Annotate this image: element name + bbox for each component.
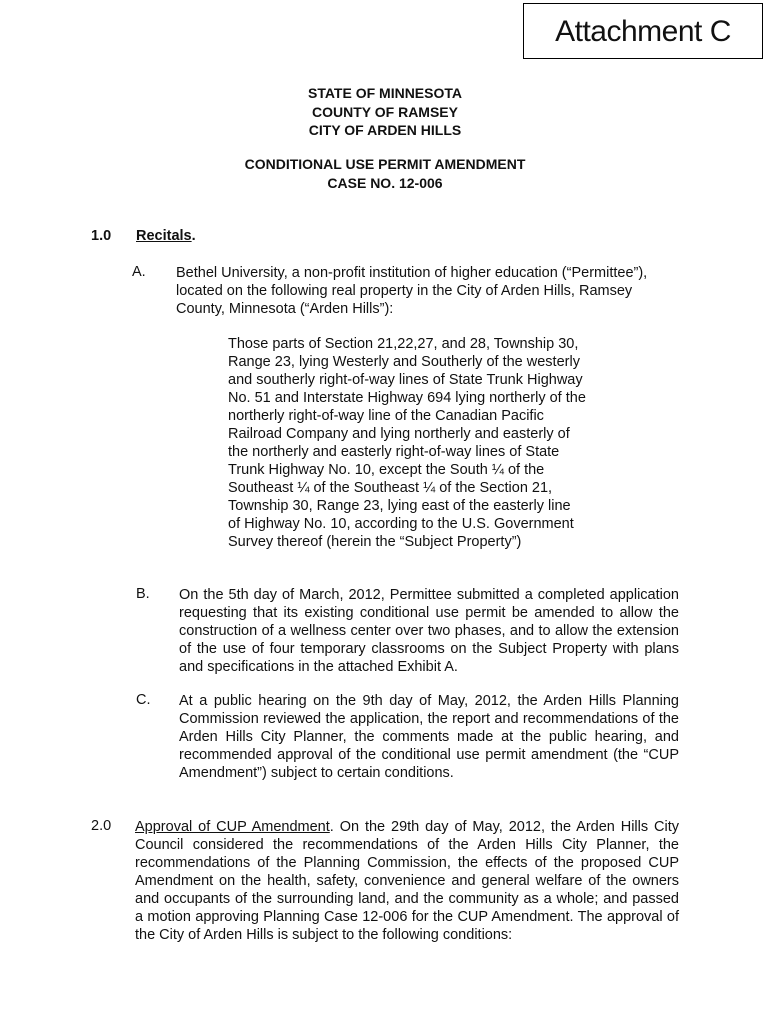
section-2-heading: Approval of CUP Amendment xyxy=(135,819,330,835)
header-city: CITY OF ARDEN HILLS xyxy=(308,122,462,138)
section-1-heading xyxy=(136,228,196,244)
recital-c-label: C. xyxy=(136,692,151,708)
section-2-number: 2.0 xyxy=(91,818,112,834)
document-header xyxy=(0,84,770,140)
section-1-number: 1.0 xyxy=(91,228,112,244)
header-state: STATE OF MINNESOTA xyxy=(308,85,462,101)
document-title-block xyxy=(0,155,770,192)
case-number: CASE NO. 12-006 xyxy=(327,174,443,191)
recital-c-text: At a public hearing on the 9th day of May, 2012, the Arden Hills Planning Commission reviewed the application, the report and recommendations of the Arden Hills City Planner, the comments made at the public hearing, and recommended approval of the conditional use permit amendment (the “CUP Amendment”) subject to certain conditions. xyxy=(179,693,679,781)
section-2-body xyxy=(135,818,679,944)
property-description: Those parts of Section 21,22,27, and 28, Township 30, Range 23, lying Westerly and Southerly of the westerly and southerly right-of-way lines of State Trunk Highway No. 51 and Interstate Highway 694 lying northerly of the northerly right-of-way line of the Canadian Pacific Railroad Company and lying northerly and easterly of the northerly and easterly right-of-way lines of State Trunk Highway No. 10, except the South ¼ of the Southeast ¼ of the Southeast ¼ of the Section 21, Township 30, Range 23, lying east of the easterly line of Highway No. 10, according to the U.S. Government Survey thereof (herein the “Subject Property”) xyxy=(228,336,586,550)
document-title: CONDITIONAL USE PERMIT AMENDMENT xyxy=(244,156,526,172)
recital-b-label: B. xyxy=(136,586,150,602)
recital-b-text: On the 5th day of March, 2012, Permittee submitted a completed application requesting that its existing conditional use permit be amended to allow the construction of a wellness center over two phases, and to allow the extension of the use of four temporary classrooms on the Subject Property with plans and specifications in the attached Exhibit A. xyxy=(179,587,679,675)
section-1-heading-text: Recitals xyxy=(136,228,192,244)
recital-a-label: A. xyxy=(132,264,146,280)
section-1-heading-punct: . xyxy=(191,228,196,244)
section-2-text: . On the 29th day of May, 2012, the Arden Hills City Council considered the recommendations of the Arden Hills City Planner, the recommendations of the Planning Commission, the effects of the proposed CUP Amendment on the health, safety, convenience and general welfare of the owners and occupants of the surrounding land, and the community as a whole; and passed a motion approving Planning Case 12-006 for the CUP Amendment. The approval of the City of Arden Hills is subject to the following conditions: xyxy=(135,819,680,943)
header-county: COUNTY OF RAMSEY xyxy=(312,103,458,120)
attachment-label: Attachment C xyxy=(523,3,763,59)
recital-a-text: Bethel University, a non-profit institution of higher education (“Permittee”), located on the following real property in the City of Arden Hills, Ramsey County, Minnesota (“Arden Hills”): xyxy=(176,265,648,317)
